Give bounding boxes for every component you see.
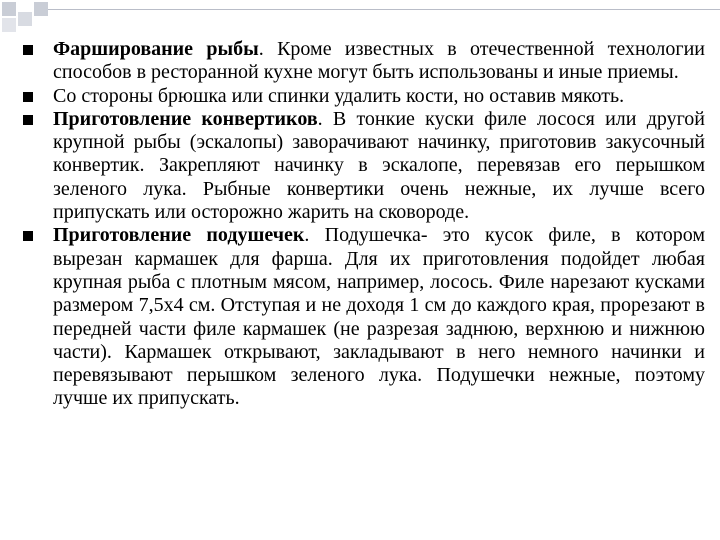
list-item (20, 108, 705, 224)
square-bullet-icon (23, 45, 33, 55)
list-item (20, 85, 705, 108)
item-heading: Приготовление подушечек (53, 224, 305, 247)
header-decoration (0, 0, 720, 30)
item-text: . Подушечка- это кусок филе, в котором вырезан кармашек для фарша. Для их приготовления подойдет любая крупная рыба с плотным мясом, например, лосось. Филе нарезают кусками размером 7,5х4 см. Отступая и не доходя 1 см до каждого края, прорезают в передней части филе кармашек (не разрезая заднюю, верхнюю и нижнюю части). Кармашек открывают, закладывают в него немного начинки и перевязывают перышком зеленого лука. Подушечки нежные, поэтому лучше их припускать. (53, 224, 705, 410)
decorative-square (2, 2, 16, 16)
decorative-square (2, 18, 16, 32)
item-text: . Кроме известных в отечественной технологии способов в ресторанной кухне могут быть использованы и иные приемы. (53, 38, 705, 84)
decorative-square (34, 2, 48, 16)
decorative-squares (0, 0, 60, 30)
item-heading: Фарширование рыбы (53, 38, 259, 60)
slide-content (20, 38, 705, 411)
decorative-line (48, 9, 720, 10)
list-item (20, 224, 705, 410)
decorative-square (18, 12, 32, 26)
square-bullet-icon (23, 231, 33, 241)
square-bullet-icon (23, 92, 33, 102)
list-item (20, 38, 705, 85)
item-text: . В тонкие куски филе лосося или другой крупной рыбы (эскалопы) заворачивают начинку, приготовив закусочный конвертик. Закрепляют начинку в эскалопе, перевязав его перышком зеленого лука. Рыбные конвертики очень нежные, их лучше всего припускать или осторожно жарить на сковороде. (53, 107, 706, 224)
square-bullet-icon (23, 115, 33, 125)
item-heading: Приготовление конвертиков (53, 107, 318, 130)
item-text: Со стороны брюшка или спинки удалить кости, но оставив мякоть. (53, 84, 625, 107)
